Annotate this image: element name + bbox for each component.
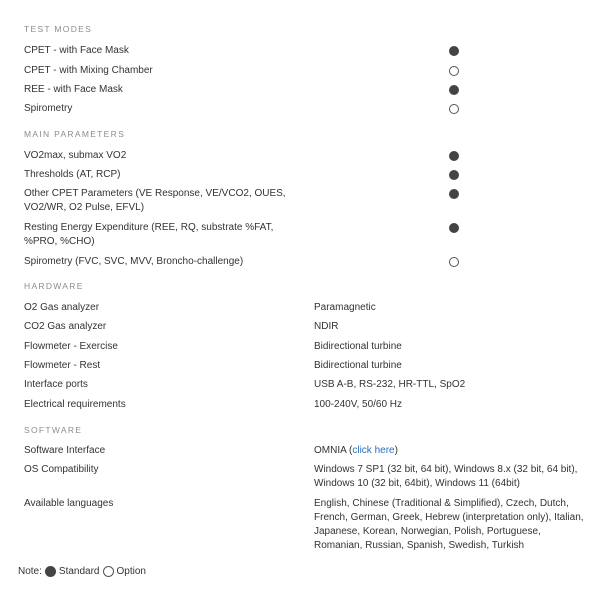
standard-dot-icon	[449, 151, 459, 161]
parameter-label: Thresholds (AT, RCP)	[24, 169, 121, 180]
option-dot-icon	[103, 566, 114, 577]
hardware-label: Flowmeter - Exercise	[24, 341, 118, 352]
hardware-value: Paramagnetic	[314, 302, 376, 313]
software-value	[314, 444, 584, 458]
test-mode-label: Spirometry	[24, 103, 73, 114]
standard-dot-icon	[449, 170, 459, 180]
hardware-value: Bidirectional turbine	[314, 360, 402, 371]
hardware-label: CO2 Gas analyzer	[24, 321, 107, 332]
software-label: OS Compatibility	[24, 464, 99, 475]
standard-dot-icon	[449, 223, 459, 233]
software-interface-name: OMNIA (	[314, 445, 353, 456]
hardware-value: 100-240V, 50/60 Hz	[314, 399, 403, 410]
test-mode-label: CPET - with Face Mask	[24, 45, 129, 56]
section-title-software: SOFTWARE	[24, 425, 83, 435]
test-mode-label: CPET - with Mixing Chamber	[24, 65, 153, 76]
hardware-value: NDIR	[314, 321, 339, 332]
hardware-value: USB A-B, RS-232, HR-TTL, SpO2	[314, 379, 466, 390]
parameter-label: Other CPET Parameters (VE Response, VE/VCO2, OUES, VO2/WR, O2 Pulse, EFVL)	[24, 188, 286, 213]
hardware-label: Electrical requirements	[24, 399, 126, 410]
hardware-label: Interface ports	[24, 379, 88, 390]
standard-dot-icon	[449, 46, 459, 56]
section-title-test-modes: TEST MODES	[24, 24, 93, 34]
software-value: Windows 7 SP1 (32 bit, 64 bit), Windows 8.x (32 bit, 64 bit), Windows 10 (32 bit, 64bit), Windows 11 (64bit)	[314, 464, 578, 489]
parameter-label: VO2max, submax VO2	[24, 150, 127, 161]
note-standard-label: Standard	[58, 566, 100, 577]
option-dot-icon	[449, 66, 459, 76]
standard-dot-icon	[45, 566, 56, 577]
standard-dot-icon	[449, 85, 459, 95]
legend-note	[18, 566, 146, 577]
hardware-label: Flowmeter - Rest	[24, 360, 101, 371]
click-here-link[interactable]: click here	[352, 445, 395, 456]
section-title-hardware: HARDWARE	[24, 281, 84, 291]
hardware-value: Bidirectional turbine	[314, 341, 402, 352]
software-label: Software Interface	[24, 445, 106, 456]
option-dot-icon	[449, 104, 459, 114]
software-value: English, Chinese (Traditional & Simplified), Czech, Dutch, French, German, Greek, Hebrew (interpretation only), Italian, Japanese, Korean, Norwegian, Polish, Portuguese, Romanian, Russian, Spanish, Swedish, Turkish	[314, 498, 584, 551]
section-title-main-parameters: MAIN PARAMETERS	[24, 129, 126, 139]
parameter-label: Resting Energy Expenditure (REE, RQ, substrate %FAT, %PRO, %CHO)	[24, 222, 274, 247]
parameter-label: Spirometry (FVC, SVC, MVV, Broncho-challenge)	[24, 256, 244, 267]
hardware-label: O2 Gas analyzer	[24, 302, 100, 313]
option-dot-icon	[449, 257, 459, 267]
software-interface-suffix: )	[394, 445, 398, 456]
test-mode-label: REE - with Face Mask	[24, 84, 123, 95]
standard-dot-icon	[449, 189, 459, 199]
note-option-label: Option	[116, 566, 146, 577]
note-prefix: Note:	[18, 566, 42, 577]
software-label: Available languages	[24, 498, 114, 509]
